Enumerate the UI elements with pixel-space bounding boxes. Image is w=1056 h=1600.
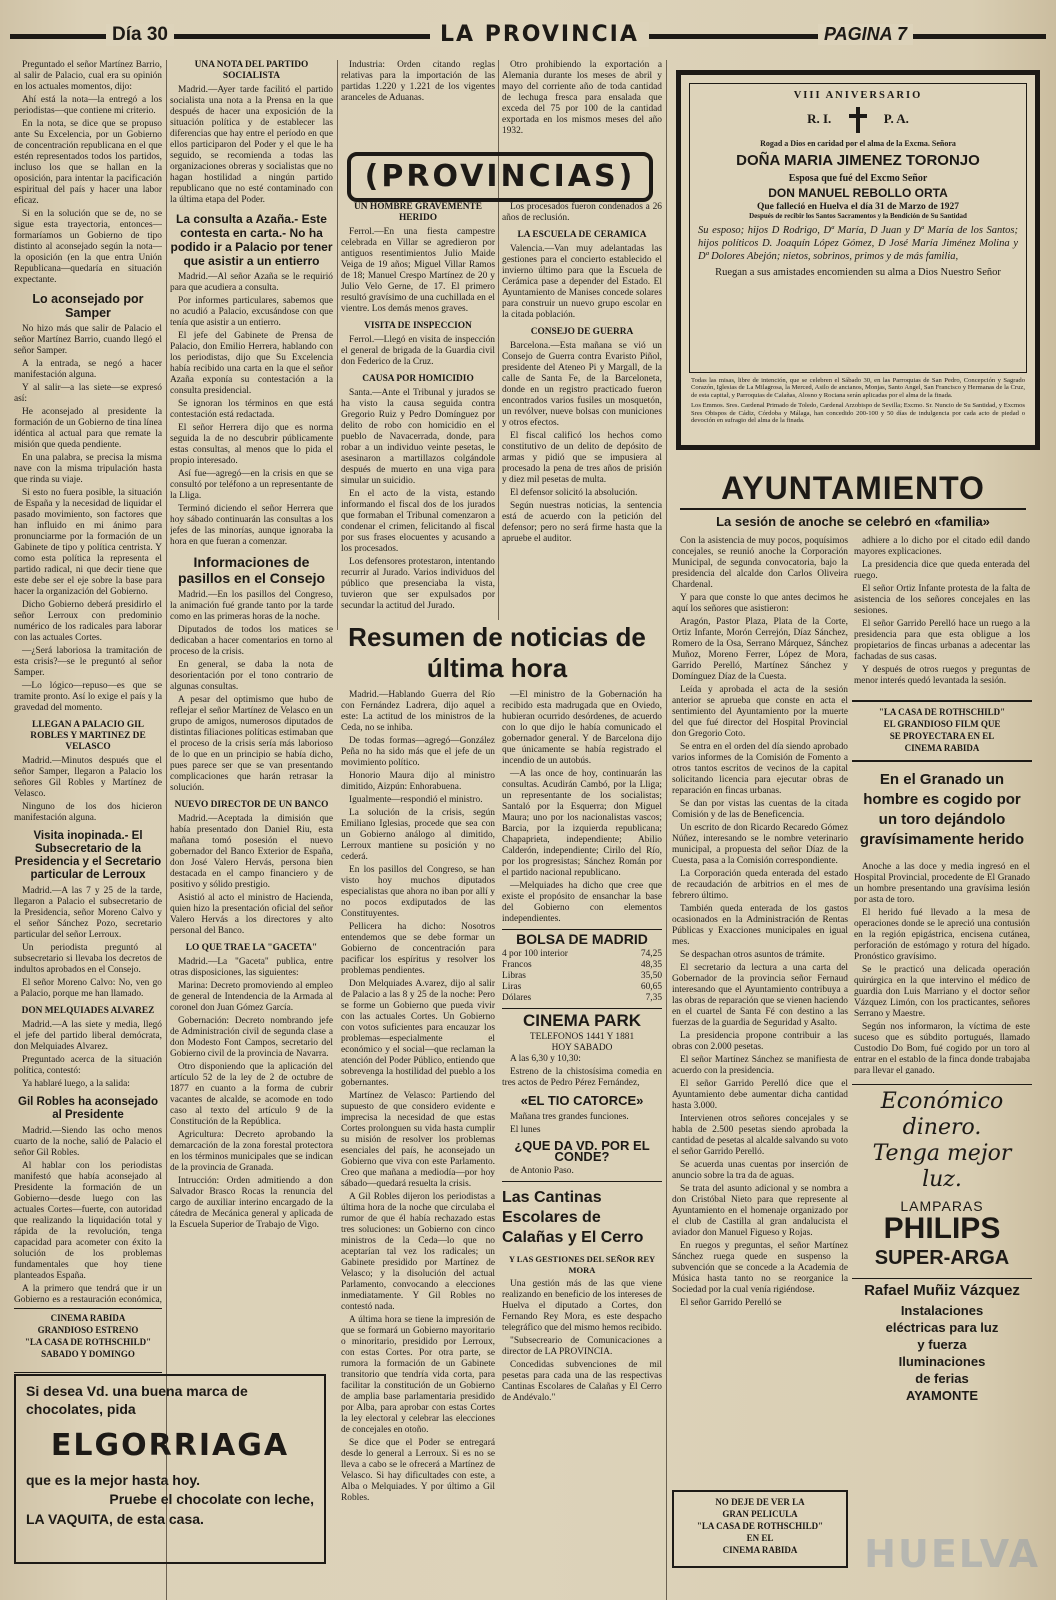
article-paragraph: Madrid.—A las siete y media, llegó el jefe del partido liberal demócrata, don Melquiades Alvarez. xyxy=(14,1020,162,1052)
ad-line: AYAMONTE xyxy=(905,1388,978,1403)
article-paragraph: Y después de otros ruegos y preguntas de menor interés quedó levantada la sesión. xyxy=(854,665,1030,686)
article-paragraph: En una palabra, se precisa la misma nave con la misma tripulación hasta que rinda su viaje. xyxy=(14,453,162,485)
article-paragraph: Intrucción: Orden admitiendo a don Salvador Brasco Rocas la renuncia del cargo de auxiliar interino encargado de la cátedra de Mecánica general y aplicada de la Escuela Superior de Trabajo de Vigo. xyxy=(170,1176,333,1230)
bolsa-label: 4 por 100 interior xyxy=(502,949,568,959)
article-paragraph: —¿Será laboriosa la tramitación de esta crisis?—se le preguntó al señor Samper. xyxy=(14,646,162,678)
article-paragraph: Ninguno de los dos hicieron manifestación alguna. xyxy=(14,802,162,823)
article-paragraph: Intervienen otros señores concejales y se habla de 2.500 pesetas siendo aprobada la cantidad de pesetas al alcalde salvando su voto el señor Garrido Perelló. xyxy=(672,1114,848,1157)
article-paragraph: Una gestión más de las que viene realizando en beneficio de los intereses de Huelva el diputado a Cortes, don Fernando Rey Mora, es este despacho telegráfico que del mismo hemos recibido. xyxy=(502,1279,662,1333)
article-paragraph: Valencia.—Van muy adelantadas las gestiones para el concierto establecido el invierno último para que la Escuela de Cerámica pase a depender del Estado. El Ayuntamiento de Manises concede solares para construir un nuevo grupo escolar en la citada población. xyxy=(502,244,662,320)
brand-name: PHILIPS xyxy=(883,1212,1001,1245)
article-paragraph: En el acto de la vista, estando informando el fiscal dos de los jurados que formaban el Tribunal comenzaron a condenar el crimen, felicitando al fiscal por sus frases elocuentes y acusando a los procesados. xyxy=(341,489,495,554)
column-2 xyxy=(170,60,333,1305)
family-list: Su esposo; hijos D Rodrigo, Dª María, D Juan y Dª María de los Santos; hijos políticos D. Joaquín López Gómez, D José María Jiménez Molina y Dª Dolores Abejón; nietos, sobrinos, primos y de más familia, xyxy=(698,225,1018,262)
article-paragraph: Se trata del asunto adicional y se nombra a don Cristóbal Nieto para que represente al Ayuntamiento en el homenaje organizado por el club de Castilla al gran andalucista el aviador don Manuel Figueso y Rojas. xyxy=(672,1184,848,1238)
article-paragraph: Un periodista preguntó al subsecretario si llevaba los decretos de indultos aprobados en el Consejo. xyxy=(14,943,162,975)
ad-line: EL GRANDIOSO FILM QUE xyxy=(883,719,1001,729)
article-paragraph: Los procesados fueron condenados a 26 años de reclusión. xyxy=(502,202,662,223)
bolsa-label: Libras xyxy=(502,971,526,981)
article-paragraph: Y al salir—a las siete—se expresó así: xyxy=(14,383,162,404)
headline-gaceta: LO QUE TRAE LA "GACETA" xyxy=(185,943,318,953)
headline-cantinas: Las Cantinas Escolares de Calañas y El Cerro xyxy=(502,1189,644,1246)
bolsa-label: Dólares xyxy=(502,993,532,1003)
headline-gil-robles-velasco: LLEGAN A PALACIO GIL ROBLES Y MARTINEZ DE VELASCO xyxy=(30,720,146,752)
cross-icon xyxy=(849,107,867,133)
bolsa-title: BOLSA DE MADRID xyxy=(516,931,648,947)
column-divider xyxy=(498,60,499,620)
cinema-line: Estreno de la chistosísima comedia en tres actos de Pedro Pérez Fernández, xyxy=(502,1067,662,1088)
indulgence-note: Los Emmos. Sres. Cardenal Primado de Toledo, Cardenal Arzobispo de Sevilla; Excmo. Sr. Nuncio de Su Santidad, y Excmos Sres Obispos de Cádiz, Córdoba y Málaga, han concedido 200-100 y 50 días de indulgencia por cada acto de piedad o devoción en sufragio del alma de la finada. xyxy=(691,402,1025,425)
article-paragraph: Leída y aprobada el acta de la sesión anterior se aprueba que conste en acta el sentimiento del Ayuntamiento por la muerte del que fué director del Hospital Provincial don Gregorio Coto. xyxy=(672,685,848,739)
cinema-line: HOY SABADO xyxy=(551,1043,613,1053)
article-paragraph: Un escrito de don Ricardo Recaredo Gómez Núñez, interesando se le nombre veterinario municipal, a propuesta del señor Díaz de la Cuesta, pasa a la Comisión correspondiente. xyxy=(672,823,848,866)
ad-line: CINEMA RABIDA xyxy=(722,1545,798,1555)
ad-slogan: Económico dinero. xyxy=(880,1089,1004,1140)
article-paragraph: El jefe del Gabinete de Prensa de Palacio, don Emilio Herrera, hablando con los periodistas, dijo que Su Excelencia había recibido una carta en la que el señor Azaña exponía su contestación a la consulta presidencial. xyxy=(170,331,333,396)
rip-right: P. A. xyxy=(883,110,909,126)
column-divider xyxy=(166,60,167,1600)
ayuntamiento-right xyxy=(854,536,1030,694)
article-paragraph: El secretario da lectura a una carta del Gobernador de la provincia señor Fernaud interesando que el Ayuntamiento contribuya a las obras de reparación que se vienen haciendo en el cuartel de Santa Fé con destino a las fuerzas de la guardia de Seguridad y Asalto. xyxy=(672,963,848,1028)
headline-herido: UN HOMBRE GRAVEMENTE HERIDO xyxy=(354,202,482,223)
page-date: Día 30 xyxy=(106,24,174,46)
ayuntamiento-subheadline: La sesión de anoche se celebró en «familia» xyxy=(716,514,990,529)
bolsa-value: 60,65 xyxy=(640,982,662,992)
article-paragraph: El señor Herrera dijo que es norma seguida la de no descubrir públicamente estas consultas, al menos que lo pida el propio interesado. xyxy=(170,423,333,466)
cinema-park-title: CINEMA PARK xyxy=(522,1011,642,1030)
ad-line: "LA CASA DE ROTHSCHILD" xyxy=(24,1337,152,1347)
film-title: «EL TIO CATORCE» xyxy=(520,1093,644,1108)
article-paragraph: Si esto no fuera posible, la situación de España y la necesidad de liquidar el pasado movimiento, son factores que han influido en mi ánimo para pronunciarme por la formación de un Gabinete de tipo y política centrista. Y como esta política la representa el partido radical, ni que decir tiene que este debe ser el eje sobre la base para hacer la organización del Gobierno. xyxy=(14,488,162,597)
ad-line: LA VAQUITA, de esta casa. xyxy=(26,1511,204,1527)
column-divider xyxy=(666,60,667,1600)
article-paragraph: Barcelona.—Esta mañana se vió un Consejo de Guerra contra Evaristo Piñol, presidente del Ateneo Pi y Margall, de la calle de Santa Fe, de la Barceloneta, donde en un registro practicado fueron encontrados varios fusiles un mosquetón, un revólver, nueve bolsas con municiones y otros efectos. xyxy=(502,341,662,428)
headline-pasillos: Informaciones de pasillos en el Consejo xyxy=(177,554,326,586)
ad-line: SUPER-ARGA xyxy=(874,1247,1010,1269)
ad-line: y fuerza xyxy=(917,1337,967,1352)
headline-azana: La consulta a Azaña.- Este contesta en carta.- No ha podido ir a Palacio por tener que asistir a un entierro xyxy=(170,212,333,268)
archive-watermark: HUELVA xyxy=(864,1532,1040,1576)
cinema-line: El lunes xyxy=(510,1125,541,1135)
article-paragraph: Igualmente—respondió el ministro. xyxy=(349,795,483,805)
ad-line: SE PROYECTARA EN EL xyxy=(889,731,995,741)
article-paragraph: Preguntado el señor Martínez Barrio, al salir de Palacio, cual era su opinión en los actuales momentos, dijo: xyxy=(14,60,162,92)
cinema-rabida-ad xyxy=(14,1308,162,1373)
article-paragraph: Madrid.—Minutos después que el señor Samper, llegaron a Palacio los señores Gil Robles y Martínez de Velasco. xyxy=(14,756,162,799)
bolsa-label: Liras xyxy=(502,982,522,992)
cinema-line: Mañana tres grandes funciones. xyxy=(510,1112,629,1122)
article-paragraph: Según nuestras noticias, la sentencia está de acuerdo con la petición del defensor; pero no será firme hasta que la apruebe el auditor. xyxy=(502,501,662,544)
article-paragraph: Ahí está la nota—la entregó a los periodistas—que contiene mi criterio. xyxy=(14,95,162,116)
article-paragraph: Con la asistencia de muy pocos, poquísimos concejales, se reunió anoche la Corporación Municipal, de segunda convocatoria, bajo la presidencia del alcalde don Carlos Oliveira Chardenal. xyxy=(672,536,848,590)
article-paragraph: Los defensores protestaron, intentando recurrir al Jurado. Varios individuos del público que presenciaba la vista, tuvieron que ser expulsados por secundar la actitud del Jurado. xyxy=(341,557,495,611)
article-paragraph: Se dan por vistas las cuentas de la citada Comisión y de las de Beneficencia. xyxy=(672,799,848,820)
article-paragraph: Aragón, Pastor Plaza, Plata de la Corte, Ortiz Infante, Morón Cerrejón, Díaz Sánchez, Romero de la Osa, Serrano Márquez, Sánchez Muñoz, Moreno Ferrer, López de Mora, Garrido Perelló, Martínez Sánchez y Domínguez Díaz de la Cuesta. xyxy=(672,617,848,682)
article-paragraph: Madrid.—En los pasillos del Congreso, la animación fué grande tanto por la tarde como en las primeras horas de la noche. xyxy=(170,590,333,622)
article-paragraph: Agricultura: Decreto aprobando la demarcación de la zona forestal protectora en los términos municipales que se indican de la provincia de Granada. xyxy=(170,1130,333,1173)
ad-line: EN EL xyxy=(746,1533,774,1543)
headline-nota-socialista: UNA NOTA DEL PARTIDO SOCIALISTA xyxy=(194,60,309,81)
article-paragraph: A la entrada, se negó a hacer manifestación alguna. xyxy=(14,359,162,380)
article-paragraph: Se dice que el Poder se entregará desde lo general a Lerroux. Si es no se lleva a cabo se le ofrecerá a Martínez de Velasco. Si hay dificultades con este, a Alba o Melquiades. Y por último a Gil Robles. xyxy=(341,1438,495,1503)
article-paragraph: De todas formas—agregó—González Peña no ha sido más que el jefe de un movimiento político. xyxy=(341,736,495,768)
column-1 xyxy=(14,60,162,1305)
article-paragraph: En general, se daba la nota de desorientación por el tono contrario de algunas consultas. xyxy=(170,660,333,692)
article-paragraph: Y para que conste lo que antes decimos he aquí los señores que asistieron: xyxy=(672,593,848,614)
ayuntamiento-left xyxy=(672,536,848,1566)
article-paragraph: Concedidas subvenciones de mil pesetas para cada una de las respectivas Cantinas Escolares de Calañas y El Cerro de Andévalo." xyxy=(502,1360,662,1403)
article-paragraph: Gobernación: Decreto nombrando jefe de Administración civil de segunda clase a don Modesto Font Campos, secretario del Gobierno civil de la provincia de Navarra. xyxy=(170,1016,333,1059)
headline-consejo-guerra: CONSEJO DE GUERRA xyxy=(530,327,634,337)
article-paragraph: Madrid.—Ayer tarde facilitó el partido socialista una nota a la Prensa en la que después de hacer una exposición de la situación política y de establecer las diferencias que hay entre el período en que ellos participaron del Poder y el que le ha seguido, se recomienda a todas las organizaciones obreras y socialistas que no hagan hostilidad a ningún partido republicano que no esté contaminado con la última etapa del Poder. xyxy=(170,85,333,205)
ad-line: "LA CASA DE ROTHSCHILD" xyxy=(696,1521,824,1531)
article-paragraph: El señor Ortiz Infante protesta de la falta de asistencia de los señores concejales en las sesiones. xyxy=(854,584,1030,616)
esquela-line: Ruegan a sus amistades encomienden su alma a Dios Nuestro Señor xyxy=(715,267,1001,278)
ad-line: Instalaciones xyxy=(900,1303,984,1318)
article-paragraph: Madrid.—Siendo las ocho menos cuarto de la noche, salió de Palacio el señor Gil Robles. xyxy=(14,1126,162,1158)
article-paragraph: En la nota, se dice que se propuso ante Su Excelencia, por un Gobierno de concentración republicana en el que estén representados todos los partidos, incluso los que se hallan en la oposición, para intentar la pacificación espiritual del país y hacer una labor eficaz. xyxy=(14,119,162,206)
bolsa-row xyxy=(502,960,662,971)
esquela-line: Esposa que fué del Excmo Señor xyxy=(788,173,928,184)
bolsa-value: 74,25 xyxy=(640,949,662,959)
ad-slogan: Tenga mejor luz. xyxy=(872,1141,1012,1192)
article-paragraph: Según nos informaron, la víctima de este suceso que es súbdito portugués, llamado Custodio Do Bom, fué cogido por un toro al entrar en el establo de la finca donde trabajaba para llevar el ganado. xyxy=(854,1022,1030,1074)
resumen-headline: Resumen de noticias de última hora xyxy=(348,622,646,683)
article-paragraph: Marina: Decreto promoviendo al empleo de general de Intendencia de la Armada al coronel don Juan Gómez García. xyxy=(170,981,333,1013)
headline-visita: Visita inopinada.- El Subsecretario de la Presidencia y el Secretario particular de Lerroux xyxy=(14,830,162,881)
rothschild-ad-1 xyxy=(852,700,1032,762)
rip-left: R. I. xyxy=(807,110,832,126)
article-paragraph: Preguntado acerca de la situación política, contestó: xyxy=(14,1055,162,1076)
film-title: ¿QUE DA VD. POR EL CONDE? xyxy=(514,1138,650,1164)
masses-note: Todas las misas, libre de intención, que se celebren el Sábado 30, en las Parroquias de San Pedro, Concepción y Sagrado Corazón, Iglesias de La Milagrosa, la Merced, Asilo de ancianos, Monjas, Santo Angel, San Francisco y Hermanas de la Cruz, de esta capital, y Parroquias de Calañas, Alosno y Rociana serán aplicadas por el alma de la finada. xyxy=(691,377,1025,399)
ad-line: Rafael Muñiz Vázquez xyxy=(852,1278,1032,1296)
article-paragraph: Dicho Gobierno deberá presidirlo el señor Lerroux con predominio numérico de los radicales para laborar con las actuales Cortes. xyxy=(14,600,162,643)
article-paragraph: Ferrol.—Llegó en visita de inspección el general de brigada de la Guardia civil don Federico de la Cruz. xyxy=(341,335,495,367)
article-paragraph: Por informes particulares, sabemos que no acudió a Palacio, excusándose con que tenía que asistir a un entierro. xyxy=(170,296,333,328)
article-paragraph: Ferrol.—En una fiesta campestre celebrada en Villar se agredieron por antiguos resentimientos Julio Maide Veiga de 19 años; Miguel Villar Ramos de 18; Manuel Crespo Martínez de 20 y Julio Velo Gerne, de 17. El primero resultó gravísimo de una cuchillada en el vientre. Los demás menos graves. xyxy=(341,227,495,314)
headline-ceramica: LA ESCUELA DE CERAMICA xyxy=(517,230,647,240)
headline-granado: En el Granado un hombre es cogido por un toro dejándolo gravísimamente herido xyxy=(859,771,1025,848)
article-paragraph: La presidencia dice que queda enterada del ruego. xyxy=(854,560,1030,581)
provincias-right xyxy=(502,202,662,612)
article-paragraph: También queda enterada de los gastos ocasionados en la Administración de Rentas Públicas y Exacciones municipales en igual mes. xyxy=(672,904,848,947)
article-paragraph: El fiscal calificó los hechos como constitutivo de un delito de depósito de armas y pidió que se impusiera al procesado la pena de tres años de prisión y diez mil pesetas de multa. xyxy=(502,431,662,485)
article-paragraph: Se le practicó una delicada operación quirúrgica en la que intervino el médico de guardia don Luis Marriano y el doctor señor Vázquez Limón, con los practicantes, señores Serrano y Maestre. xyxy=(854,965,1030,1019)
article-paragraph: La presidencia propone contribuir a las obras con 2.000 pesetas. xyxy=(672,1031,848,1052)
ad-line: eléctricas para luz xyxy=(885,1320,999,1335)
granado-article xyxy=(854,862,1030,1074)
article-paragraph: Ya hablaré luego, a la salida: xyxy=(22,1079,130,1089)
article-paragraph: Madrid.—A las 7 y 25 de la tarde, llegaron a Palacio el subsecretario de la Presidencia, señor Moreno Calvo y el señor Sánchez Pozo, secretario particular del señor Lerroux. xyxy=(14,886,162,940)
headline-gil-robles: Gil Robles ha aconsejado al Presidente xyxy=(18,1096,158,1121)
article-paragraph: No hizo más que salir de Palacio el señor Martínez Barrio, cuando llegó el señor Samper. xyxy=(14,324,162,356)
article-paragraph: —A las once de hoy, continuarán las consultas. Acudirán Cambó, por la Lliga; un representante de los socialistas; Santaló por la Esquerra; don Miguel Maura; uno por los nacionalistas vascos; Barcia, por la izquierda republicana; Chapaprieta, independiente; Abilio Calderón, independiente; Cirilo del Río, por los progresistas; Sánchez Román por el partido nacional republicano. xyxy=(502,769,662,878)
article-paragraph: El señor Martínez Sánchez se manifiesta de acuerdo con la presidencia. xyxy=(672,1055,848,1076)
article-paragraph: Don Melquiades A.varez, dijo al salir de Palacio a las 8 y 25 de la noche: Pero se forme un Gobierno que pueda vivir con las actuales Cortes. Un Gobierno con votos suficientes para encauzar los problemas—especialmente el económico y el social—que reclaman la atención del Poder Público, entiendo que sobrevenga la hostilidad del pueblo a los gobernantes. xyxy=(341,979,495,1088)
article-paragraph: Madrid.—Hablando Guerra del Río con Fernández Ladrera, dijo aquel a este: La actitud de los ministros de la Ceda, no se inhiba. xyxy=(341,690,495,733)
ad-line: Iluminaciones xyxy=(898,1354,986,1369)
death-notice xyxy=(676,70,1040,450)
ad-line: CINEMA RABIDA xyxy=(904,743,980,753)
article-paragraph: Anoche a las doce y media ingresó en el Hospital Provincial, procedente de El Granado un hombre presentando una gravísima lesión por asta de toro. xyxy=(854,862,1030,905)
ad-line: que es la mejor hasta hoy. xyxy=(26,1472,201,1488)
article-paragraph: —Lo lógico—repuso—es que se tramite pronto. Así lo exige el país y la gravedad del momento. xyxy=(14,681,162,713)
article-paragraph: Se entra en el orden del día siendo aprobado varios informes de la Comisión de Fomento a otros tantos escritos de vecinos de la capital solicitando licencia para ejecutar obras de reparación en fincas urbanas. xyxy=(672,742,848,796)
article-paragraph: A la primero que tendrá que ir un Gobierno es a restauración económica, xyxy=(14,1284,162,1305)
cinema-line: de Antonio Paso. xyxy=(510,1166,574,1176)
article-paragraph: A Gil Robles dijeron los periodistas a última hora de la noche que circulaba el rumor de que él había rechazado estas tres soluciones: un Gobierno con cinco ministros de la Ceda—lo que no aceptarían tal vez los radicales; un Gabinete presidido por Martínez de Velasco; y la disolución del actual Parlamento, convocando a elecciones inmediatamente. Y Gil Robles no contestó nada. xyxy=(341,1192,495,1312)
cinema-line: A las 6,30 y 10,30: xyxy=(510,1054,581,1064)
article-paragraph: El señor Garrido Perelló hace un ruego a la presidencia para que esta obligue a los propietarios de fincas urbanas a adecentar las fachadas de sus casas. xyxy=(854,619,1030,662)
esquela-line: Que falleció en Huelva el día 31 de Marzo de 1927 xyxy=(756,202,960,212)
article-paragraph: —El ministro de la Gobernación ha recibido esta madrugada que en Oviedo, hubieran ocurrido desórdenes, de acuerdo con lo que dijo le había comunicado el gobernador general. Y de Barcelona dijo que únicamente se había registrado el incendio de un autobús. xyxy=(502,690,662,766)
ad-line: Si desea Vd. una buena marca de chocolates, pida xyxy=(26,1383,248,1417)
philips-ad xyxy=(852,1084,1032,1405)
resumen-left xyxy=(341,690,495,1570)
rothschild-ad-2 xyxy=(672,1490,848,1568)
ad-line: GRAN PELICULA xyxy=(722,1509,798,1519)
article-paragraph: Asistió al acto el ministro de Hacienda, quien hizo la presentación oficial del señor Valero Hervás a los directores y alto personal del Banco. xyxy=(170,893,333,936)
article-paragraph: Industria: Orden citando reglas relativas para la importación de las partidas 1.220 y 1.221 de los vigentes aranceles de Aduanas. xyxy=(341,60,495,103)
bolsa-label: Francos xyxy=(502,960,532,970)
esquela-line: Después de recibir los Santos Sacramentos y la Bendición de Su Santidad xyxy=(749,212,967,220)
headline-homicidio: CAUSA POR HOMICIDIO xyxy=(362,374,474,384)
bolsa-value: 7,35 xyxy=(645,993,662,1003)
article-paragraph: El herido fué llevado a la mesa de operaciones donde se le apreció una contusión en la región epigástrica, encisena cutánea, perforación de estómago y rotura del hígado. Pronóstico gravísimo. xyxy=(854,908,1030,962)
article-paragraph: Otro disponiendo que la aplicación del artículo 52 de la ley de 2 de octubre de 1877 en cuanto a la forma de cubrir vacantes de alcalde, se acomode en todo caso al texto del artículo 9 de la Constitución de la República. xyxy=(170,1062,333,1127)
ad-line: SABADO Y DOMINGO xyxy=(41,1349,135,1359)
bolsa-row xyxy=(502,971,662,982)
bolsa-row xyxy=(502,949,662,960)
article-paragraph: Madrid.—Al señor Azaña se le requirió para que acudiera a consulta. xyxy=(170,272,333,293)
article-paragraph: El defensor solicitó la absolución. xyxy=(510,488,638,498)
page-number: PAGINA 7 xyxy=(818,24,913,45)
article-paragraph: Si en la solución que se de, no se sigue esta trayectoria, entonces—formaríamos un Gobierno de tipo distinto al aconsejado según la nota—la oposición (en la que entra Unión Republicana—quedaría en situación expectante. xyxy=(14,209,162,285)
bolsa-row xyxy=(502,993,662,1004)
article-paragraph: Terminó diciendo el señor Herrera que hoy sábado continuarán las consultas a los jefes de las minorías, aunque ignoraba la hora en que fueran a comenzar. xyxy=(170,504,333,547)
article-paragraph: Pellicera ha dicho: Nosotros entendemos que se debe formar un Gobierno de concentración para pacificar los espíritus y resolver los problemas pendientes. xyxy=(341,922,495,976)
article-paragraph: En ruegos y preguntas, el señor Martínez Sánchez ruega quede en suspenso la subvención que se concede a la Academia de Música hasta tanto no se reorganice la Sociedad por la cual venía rigiéndose. xyxy=(672,1241,848,1295)
esquela-line: Rogad a Dios en caridad por el alma de la Excma. Señora xyxy=(760,139,956,148)
article-paragraph: Santa.—Ante el Tribunal y jurados se ha visto la causa seguida contra Gregorio Ruiz y Pedro Domínguez por delito de robo con homicidio en el pueblo de Navacerrada, donde, para robar a un individuo veinte pesetas, le asesinaron a martillazos colgándole después de muerto en una viga para simular un suicidio. xyxy=(341,388,495,486)
headline-samper: Lo aconsejado por Samper xyxy=(32,292,144,320)
subheadline-cantinas: Y LAS GESTIONES DEL SEÑOR REY MORA xyxy=(508,1254,656,1275)
article-paragraph: "Subsecreario de Comunicaciones a director de LA PROVINCIA. xyxy=(502,1336,662,1357)
article-paragraph: Otro prohibiendo la exportación a Alemania durante los meses de abril y mayo del corriente año de toda cantidad de lechuga fresca para ensalada que exceda del 75 por 100 de la cantidad exportada en los mismos meses del año 1932. xyxy=(502,60,662,136)
article-paragraph: Martínez de Velasco: Partiendo del supuesto de que considero evidente e imprecisa la necesidad de que estas Cortes prolonguen su vida hasta cumplir su misión de resolver los problemas esenciales del país, he aconsejado un Gobierno que viva con este Parlamento. Creo que mañana a mediodía—por hoy sábado—quedará resuelta la crisis. xyxy=(341,1091,495,1189)
elgorriaga-ad xyxy=(14,1374,326,1564)
bolsa-value: 35,50 xyxy=(640,971,662,981)
deceased-name: DOÑA MARIA JIMENEZ TORONJO xyxy=(736,152,980,169)
article-paragraph: —Melquiades ha dicho que cree que existe el propósito de ensanchar la base del Gobierno con elementos independientes. xyxy=(502,881,662,924)
ad-line: "LA CASA DE ROTHSCHILD" xyxy=(878,707,1006,717)
article-paragraph: Madrid.—La "Gaceta" publica, entre otras disposiciones, las siguientes: xyxy=(170,957,333,978)
ad-line: CINEMA RABIDA xyxy=(50,1313,126,1323)
article-paragraph: El señor Garrido Perelló dice que el Ayuntamiento debe aumentar dicha cantidad hasta 3.000. xyxy=(672,1079,848,1111)
headline-melquiades: DON MELQUIADES ALVAREZ xyxy=(21,1006,155,1016)
article-paragraph: Honorio Maura dijo al ministro dimitido, Aizpún: Enhorabuena. xyxy=(341,771,495,792)
article-paragraph: Se acuerda unas cuentas por inserción de anuncio sobre la tra da de aguas. xyxy=(672,1160,848,1181)
article-paragraph: He aconsejado al presidente la formación de un Gobierno de tina línea idéntica al actual para que remate la misión que queda pendiente. xyxy=(14,407,162,450)
ad-line: de ferias xyxy=(915,1371,969,1386)
ad-line: NO DEJE DE VER LA xyxy=(715,1497,805,1507)
article-paragraph: La Corporación queda enterada del estado de recaudación de arbitrios en el mes de febrero último. xyxy=(672,869,848,901)
article-paragraph: El señor Garrido Perelló se xyxy=(680,1298,782,1308)
provincias-left xyxy=(341,202,495,612)
cinema-line: TELEFONOS 1441 Y 1881 xyxy=(529,1032,635,1042)
article-paragraph: Al hablar con los periodistas manifestó que había aconsejado al Presidente la formación de un Gobierno—desde luego con las actuales Cortes—fuerte, con autoridad que realizando la liquidación total y rápida de la revolución, tenga capacidad para acometer con éxito la solución de los problemas fundamentales que hoy tiene planteados España. xyxy=(14,1161,162,1281)
article-paragraph: Se ignoran los términos en que está contestación está redactada. xyxy=(170,399,333,420)
masthead xyxy=(10,22,1046,52)
bolsa-row xyxy=(502,982,662,993)
headline-inspeccion: VISITA DE INSPECCION xyxy=(364,321,472,331)
anniversary: VIII ANIVERSARIO xyxy=(793,90,923,101)
article-paragraph: adhiere a lo dicho por el citado edil dando mayores explicaciones. xyxy=(854,536,1030,557)
newspaper-title: LA PROVINCIA xyxy=(430,22,649,47)
resumen-right xyxy=(502,690,662,1550)
ad-line: Pruebe el chocolate con leche, xyxy=(109,1491,314,1507)
article-paragraph: A pesar del optimismo que hubo de reflejar el señor Martínez de Velasco en un grupo de amigos, numerosos diputados de distintas filiaciones políticas estimaban que el proceso de la crisis sería más laborioso de lo que en un principio se había dicho, pues parece ser que se van presentando complicaciones que harán retrasar la solución. xyxy=(170,695,333,793)
article-paragraph: Madrid.—Aceptada la dimisión que había presentado don Daniel Riu, esta mañana tomó posesión el nuevo gobernador del Banco Exterior de España, don José Valero Hervás, persona bien destacada en el campo financiero y de positivo y sólido prestigio. xyxy=(170,814,333,890)
article-paragraph: Diputados de todos los matices se dedicaban a hacer comentarios en torno al proceso de la crisis. xyxy=(170,625,333,657)
article-paragraph: Se despachan otros asuntos de trámite. xyxy=(680,950,825,960)
article-paragraph: A última hora se tiene la impresión de que se formará un Gobierno mayoritario o minoritario, presidido por Lerroux, con estas Cortes. Por otra parte, se rumora la formación de un Gabinete transitorio que tendría vida corta, para facilitar la constitución de un Gobierno de amplia base parlamentaria presidido por Alba, para aprobar con estas Cortes la ley electoral y celebrar las elecciones de concejales en otoño. xyxy=(341,1315,495,1435)
column-3-top-right xyxy=(502,60,662,148)
article-paragraph: Así fue—agregó—en la crisis en que se consultó por teléfono a un representante de la Lliga. xyxy=(170,469,333,501)
provincias-heading: (PROVINCIAS) xyxy=(347,152,653,202)
article-paragraph: El señor Moreno Calvo: No, ven go a Palacio, porque me han llamado. xyxy=(14,978,162,999)
ad-line: LAMPARAS xyxy=(900,1198,984,1214)
article-paragraph: La solución de la crisis, según Emiliano Iglesias, procede que sea con un Gobierno análogo al dimitido, Lerroux mantiene su posición y no cederá. xyxy=(341,808,495,862)
column-divider xyxy=(337,60,338,630)
headline-director-banco: NUEVO DIRECTOR DE UN BANCO xyxy=(174,800,329,810)
ad-line: GRANDIOSO ESTRENO xyxy=(37,1325,139,1335)
ayuntamiento-headline: AYUNTAMIENTO xyxy=(721,470,985,506)
column-3-top-left xyxy=(341,60,495,148)
spouse-name: DON MANUEL REBOLLO ORTA xyxy=(768,186,948,200)
bolsa-value: 48,35 xyxy=(640,960,662,970)
brand-name: ELGORRIAGA xyxy=(50,1428,290,1463)
article-paragraph: En los pasillos del Congreso, se han visto hoy muchos diputados especialistas que ahora no iban por allí y no pocos exdiputados de las Constituyentes. xyxy=(341,865,495,919)
